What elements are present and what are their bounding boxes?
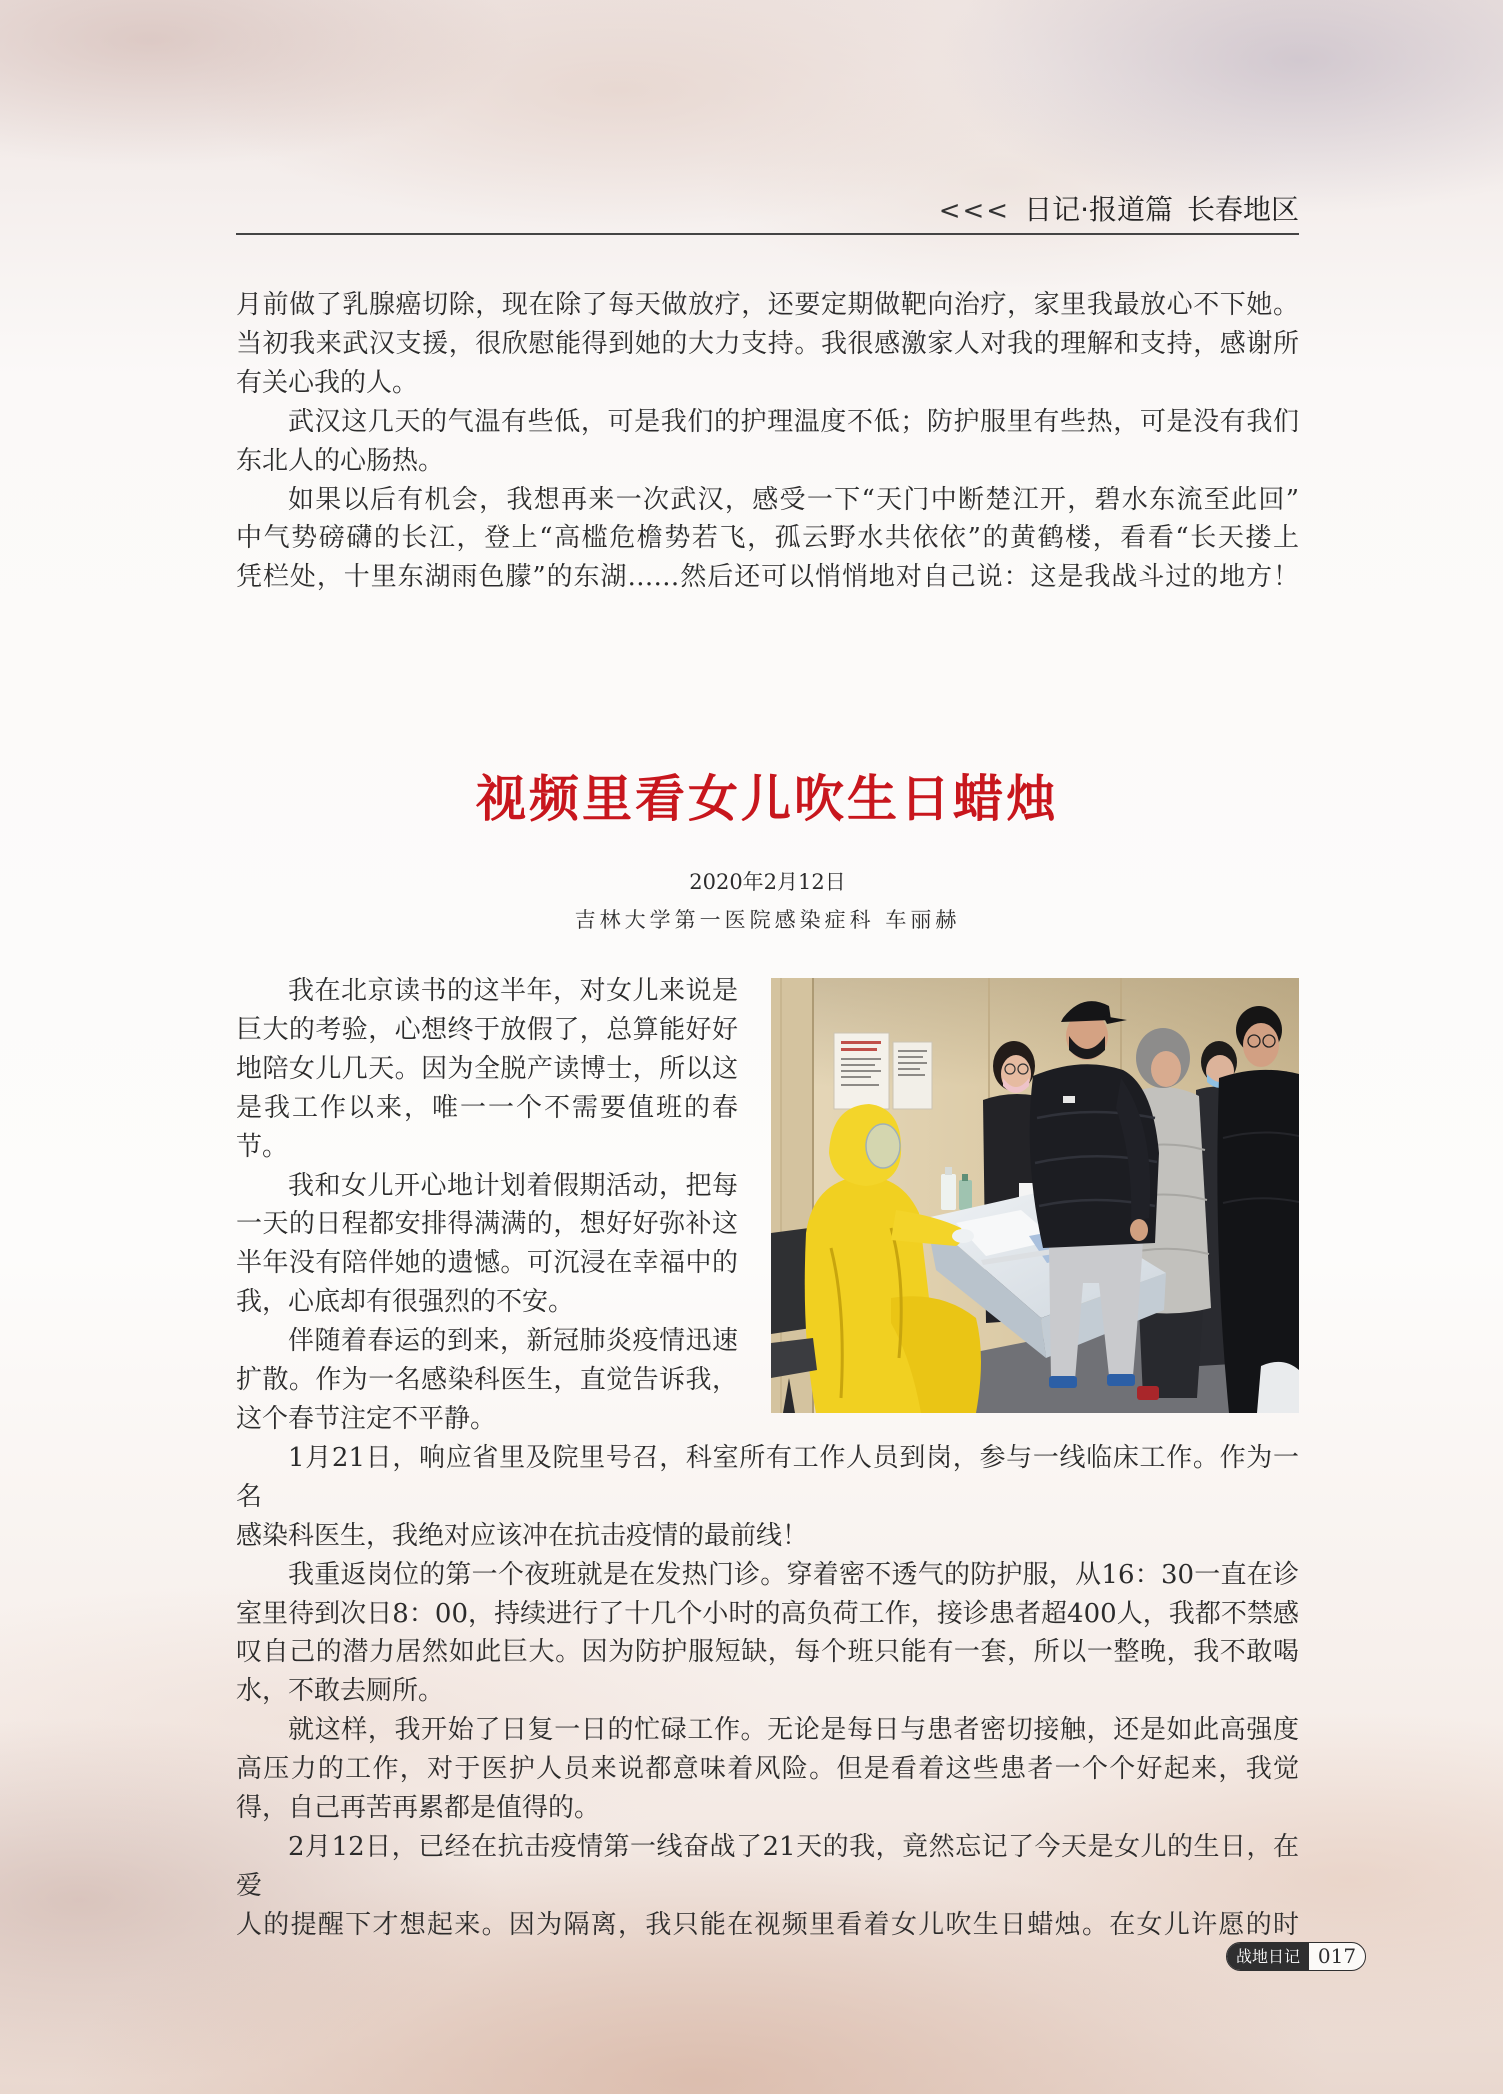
paragraph-line: 叹自己的潜力居然如此巨大。因为防护服短缺，每个班只能有一套，所以一整晚，我不敢喝 <box>236 1637 1299 1668</box>
paragraph-line: 感染科医生，我绝对应该冲在抗击疫情的最前线！ <box>236 1520 809 1551</box>
paragraph <box>236 1167 738 1323</box>
paragraph-line: 武汉这几天的气温有些低，可是我们的护理温度不低；防护服里有些热，可是没有我们 <box>288 406 1299 437</box>
paragraph-line: 室里待到次日8：00，持续进行了十几个小时的高负荷工作，接诊患者超400人，我都不禁感 <box>236 1598 1299 1629</box>
paragraph-line: 中气势磅礴的长江，登上“高槛危檐势若飞，孤云野水共依依”的黄鹤楼，看看“长天搂上 <box>236 523 1299 554</box>
paragraph-line: 节。 <box>236 1131 289 1162</box>
book-title: 战地日记 <box>1227 1943 1309 1970</box>
paragraph-line: 如果以后有机会，我想再来一次武汉，感受一下“天门中断楚江开，碧水东流至此回” <box>288 484 1299 515</box>
page-number: 017 <box>1317 1944 1357 1968</box>
paragraph-line: 地陪女儿几天。因为全脱产读博士，所以这 <box>236 1053 738 1084</box>
paragraph-line: 我重返岗位的第一个夜班就是在发热门诊。穿着密不透气的防护服，从16：30一直在诊 <box>288 1559 1299 1590</box>
paragraph <box>236 481 1299 598</box>
paragraph-line: 得，自己再苦再累都是值得的。 <box>236 1793 601 1824</box>
paragraph-line: 2月12日，已经在抗击疫情第一线奋战了21天的我，竟然忘记了今天是女儿的生日，在爱 <box>236 1831 1299 1901</box>
article-title: 视频里看女儿吹生日蜡烛 <box>476 769 1059 828</box>
paragraph-line: 凭栏处，十里东湖雨色朦”的东湖……然后还可以悄悄地对自己说：这是我战斗过的地方！ <box>236 562 1299 593</box>
page-footer <box>1226 1942 1366 1971</box>
section-label: 日记·报道篇 <box>1024 193 1173 226</box>
article-byline: 吉林大学第一医院感染症科 车丽赫 <box>574 908 961 932</box>
paragraph-line: 当初我来武汉支援，很欣慰能得到她的大力支持。我很感激家人对我的理解和支持，感谢所 <box>236 328 1299 359</box>
paragraph-line: 有关心我的人。 <box>236 367 419 398</box>
paragraph <box>236 1711 1299 1828</box>
paragraph-line: 巨大的考验，心想终于放假了，总算能好好 <box>236 1014 738 1045</box>
paragraph-line: 我，心底却有很强烈的不安。 <box>236 1287 575 1318</box>
paragraph-line: 人的提醒下才想起来。因为隔离，我只能在视频里看着女儿吹生日蜡烛。在女儿许愿的时 <box>236 1909 1299 1940</box>
paragraph-line: 水，不敢去厕所。 <box>236 1676 445 1707</box>
region-label: 长春地区 <box>1186 193 1299 226</box>
paragraph-line: 扩散。作为一名感染科医生，直觉告诉我， <box>236 1365 738 1396</box>
paragraph <box>236 1322 738 1439</box>
paragraph <box>236 1439 1299 1556</box>
chevrons-icon: <<< <box>938 196 1011 226</box>
paragraph-line: 东北人的心肠热。 <box>236 445 445 476</box>
paragraph <box>236 1828 1299 1945</box>
previous-article <box>236 286 1299 597</box>
paragraph-line: 半年没有陪伴她的遗憾。可沉浸在幸福中的 <box>236 1248 738 1279</box>
header-rule <box>236 233 1299 235</box>
paragraph <box>236 1556 1299 1712</box>
paragraph-line: 伴随着春运的到来，新冠肺炎疫情迅速 <box>288 1326 738 1357</box>
text-beside-photo <box>236 972 738 1439</box>
paragraph-line: 这个春节注定不平静。 <box>236 1403 497 1434</box>
article-body <box>236 972 1299 1945</box>
paragraph <box>236 286 1299 403</box>
paragraph-line: 我和女儿开心地计划着假期活动，把每 <box>288 1170 738 1201</box>
paragraph-line: 月前做了乳腺癌切除，现在除了每天做放疗，还要定期做靶向治疗，家里我最放心不下她。 <box>236 290 1299 320</box>
paragraph-line: 就这样，我开始了日复一日的忙碌工作。无论是每日与患者密切接触，还是如此高强度 <box>288 1715 1299 1746</box>
paragraph-line: 我在北京读书的这半年，对女儿来说是 <box>288 976 738 1006</box>
running-header <box>939 190 1299 230</box>
paragraph-line: 高压力的工作，对于医护人员来说都意味着风险。但是看着这些患者一个个好起来，我觉 <box>236 1754 1299 1785</box>
paragraph-line: 是我工作以来，唯一一个不需要值班的春 <box>236 1092 738 1123</box>
paragraph <box>236 403 1299 481</box>
paragraph-line: 一天的日程都安排得满满的，想好好弥补这 <box>236 1209 738 1240</box>
article-date: 2020年2月12日 <box>689 870 846 894</box>
paragraph-line: 1月21日，响应省里及院里号召，科室所有工作人员到岗，参与一线临床工作。作为一名 <box>236 1442 1299 1512</box>
paragraph <box>236 972 738 1167</box>
